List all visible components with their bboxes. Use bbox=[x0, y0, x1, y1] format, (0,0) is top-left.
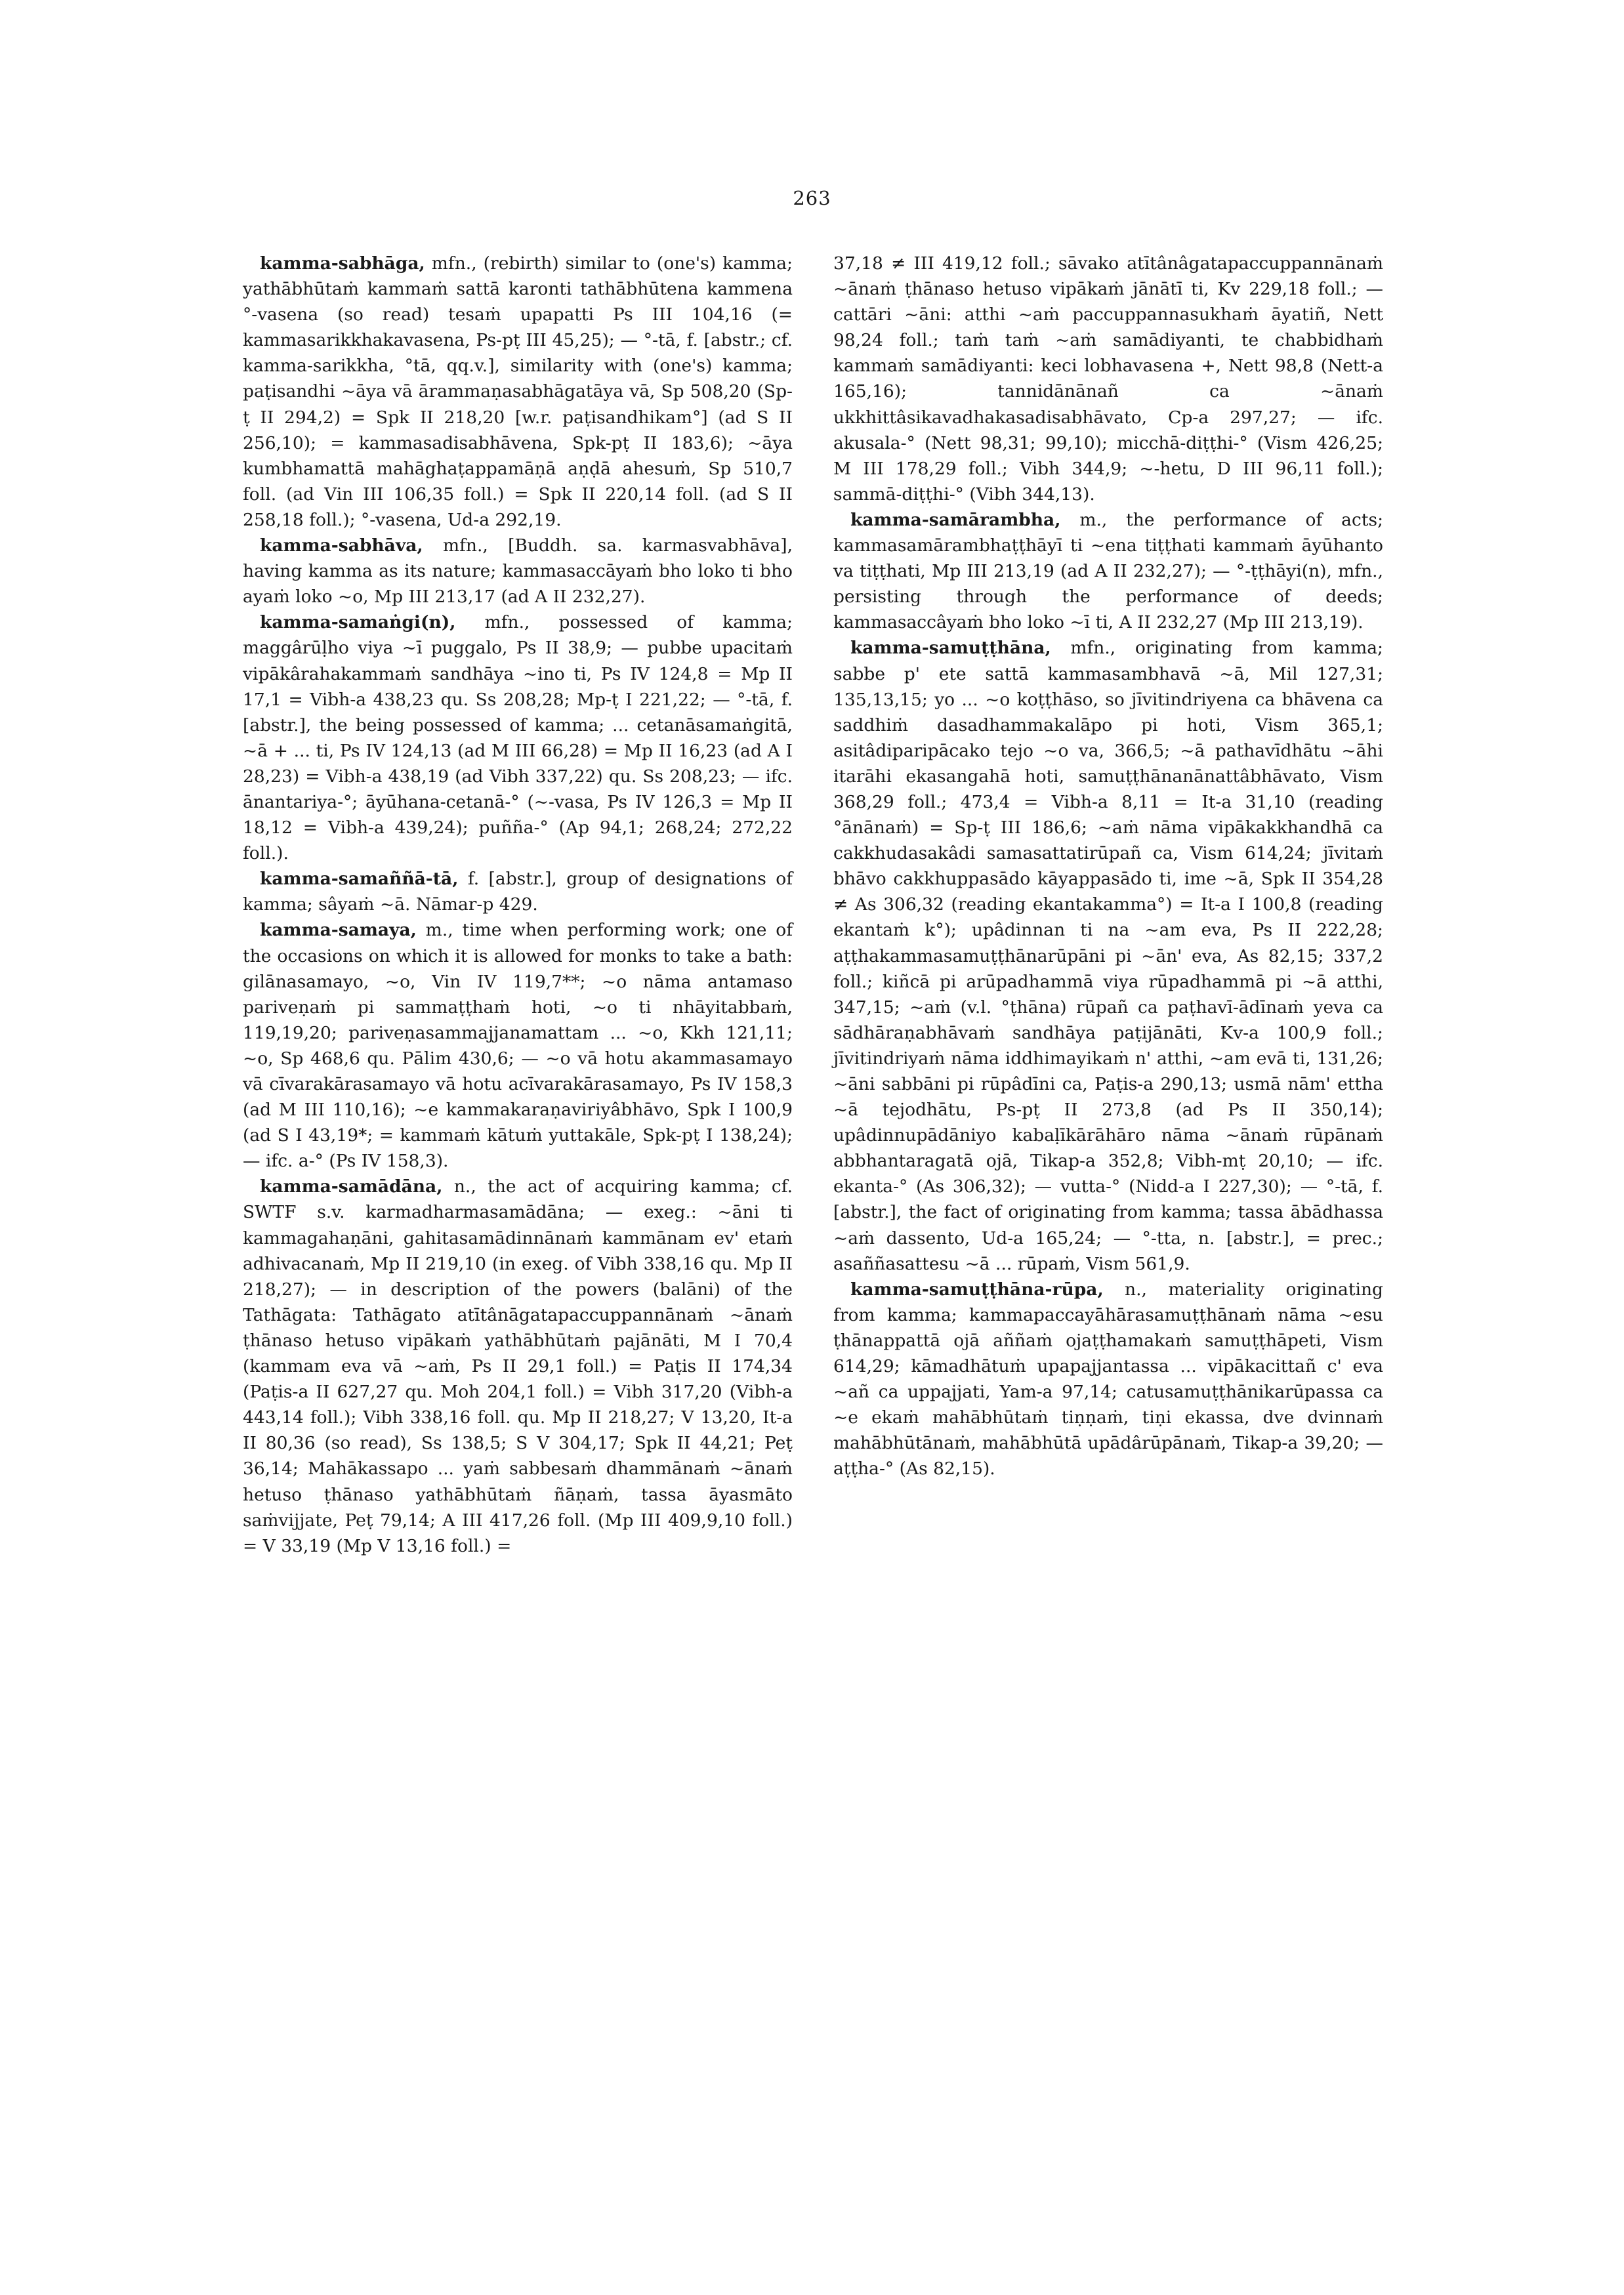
entry-body: m., time when performing work; one of the occasions on which it is allowed for monks to take a bath: gilānasamayo, ~o, Vin IV 119,7**; ~o nāma antamaso pariveṇaṁ pi sammaṭṭhaṁ hoti, ~o ti nhāyitabbaṁ, 119,19,20; pariveṇasammajjanamattam ... ~o, Kkh 121,11; ~o, Sp 468,6 qu. Pālim 430,6; — ~o vā hotu akammasamayo vā cīvarakārasamayo vā hotu acīvarakārasamayo, Ps IV 158,3 (ad M III 110,16); ~e kammakaraṇaviriyâbhāvo, Spk I 100,9 (ad S I 43,19*; = kammaṁ kātuṁ yuttakāle, Spk-pṭ I 138,24); — ifc. a-° (Ps IV 158,3). bbox=[243, 920, 793, 1172]
entry-kamma-samarambha bbox=[833, 507, 1383, 635]
entry-headword: kamma-samaññā-tā, bbox=[260, 869, 459, 890]
entry-kamma-samadana bbox=[243, 1174, 793, 1558]
entry-body: n., materiality originating from kamma; kammapaccayāhārasamuṭṭhānaṁ nāma ~esu ṭhānappattā ojā aññaṁ ojaṭṭhamakaṁ samuṭṭhāpeti, Vism 614,29; kāmadhātuṁ upapajjantassa ... vipākacittañ c' eva ~añ ca uppajjati, Yam-a 97,14; catusamuṭṭhānikarūpassa ca ~e ekaṁ mahābhūtaṁ tiṇṇaṁ, tiṇi ekassa, dve dvinnaṁ mahābhūtānaṁ, mahābhūtā upādârūpānaṁ, Tikap-a 39,20; — aṭṭha-° (As 82,15). bbox=[833, 1279, 1383, 1479]
entry-headword: kamma-sabhāga, bbox=[260, 253, 425, 274]
entry-body: mfn., [Buddh. sa. karmasvabhāva], having kamma as its nature; kammasaccāyaṁ bho loko ti bho ayaṁ loko ~o, Mp III 213,17 (ad A II 232,27). bbox=[243, 535, 793, 608]
entry-headword: kamma-sabhāva, bbox=[260, 535, 423, 556]
entry-kamma-samangin bbox=[243, 610, 793, 866]
entry-kamma-samutthana-rupa bbox=[833, 1277, 1383, 1482]
entry-kamma-samanna-ta bbox=[243, 866, 793, 917]
entry-kamma-samaya bbox=[243, 917, 793, 1174]
page-number: 263 bbox=[793, 187, 831, 209]
entry-kamma-sabhava bbox=[243, 533, 793, 610]
entry-body: m., the performance of acts; kammasamārambhaṭṭhāyī ti ~ena tiṭṭhati kammaṁ āyūhanto va tiṭṭhati, Mp III 213,19 (ad A II 232,27); — °-ṭṭhāyi(n), mfn., persisting through the performance of deeds; kammasaccâyaṁ bho loko ~ī ti, A II 232,27 (Mp III 213,19). bbox=[833, 509, 1383, 633]
entry-body: mfn., originating from kamma; sabbe p' ete sattā kammasambhavā ~ā, Mil 127,31; 135,13,15; yo ... ~o koṭṭhāso, so jīvitindriyena ca bhāvena ca saddhiṁ dasadhammakalāpo pi hoti, Vism 365,1; asitâdiparipācako tejo ~o va, 366,5; ~ā pathavīdhātu ~āhi itarāhi ekasangahā hoti, samuṭṭhānanānattâbhāvato, Vism 368,29 foll.; 473,4 = Vibh-a 8,11 = It-a 31,10 (reading °ānānaṁ) = Sp-ṭ III 186,6; ~aṁ nāma vipākakkhandhā ca cakkhudasakâdi samasattatirūpañ ca, Vism 614,24; jīvitaṁ bhāvo cakkhuppasādo kāyappasādo ti, ime ~ā, Spk II 354,28 ≠ As 306,32 (reading ekantakamma°) = It-a I 100,8 (reading ekantaṁ k°); upâdinnan ti na ~am eva, Ps II 222,28; aṭṭhakammasamuṭṭhānarūpāni pi ~ān' eva, As 82,15; 337,2 foll.; kiñcā pi arūpadhammā viya rūpadhammā pi ~ā atthi, 347,15; ~aṁ (v.l. °ṭhāna) rūpañ ca paṭhavī-ādīnaṁ yeva ca sādhāraṇabhāvaṁ sandhāya paṭijānāti, Kv-a 100,9 foll.; jīvitindriyaṁ nāma iddhimayikaṁ n' atthi, ~am evā ti, 131,26; ~āni sabbāni pi rūpâdīni ca, Paṭis-a 290,13; usmā nām' ettha ~ā tejodhātu, Ps-pṭ II 273,8 (ad Ps II 350,14); upâdinnupādāniyo kabaḷīkārāhāro nāma ~ānaṁ rūpānaṁ abbhantaragatā ojā, Tikap-a 352,8; Vibh-mṭ 20,10; — ifc. ekanta-° (As 306,32); — vutta-° (Nidd-a I 227,30); — °-tā, f. [abstr.], the fact of originating from kamma; tassa ābādhassa ~aṁ dassento, Ud-a 165,24; — °-tta, n. [abstr.], = prec.; asaññasattesu ~ā ... rūpaṁ, Vism 561,9. bbox=[833, 638, 1383, 1274]
left-column bbox=[243, 251, 793, 1559]
entry-headword: kamma-samuṭṭhāna-rūpa, bbox=[850, 1279, 1104, 1300]
entry-headword: kamma-samādāna, bbox=[260, 1176, 443, 1197]
entry-body: f. [abstr.], group of designations of kamma; sâyaṁ ~ā. Nāmar-p 429. bbox=[243, 869, 793, 915]
entry-kamma-samutthana bbox=[833, 635, 1383, 1276]
entry-body: mfn., possessed of kamma; maggârūḷho viya ~ī puggalo, Ps II 38,9; — pubbe upacitaṁ vipākârahakammaṁ sandhāya ~ino ti, Ps IV 124,8 = Mp II 17,1 = Vibh-a 438,23 qu. Ss 208,28; Mp-ṭ I 221,22; — °-tā, f. [abstr.], the being possessed of kamma; ... cetanāsamaṅgitā, ~ā + ... ti, Ps IV 124,13 (ad M III 66,28) = Mp II 16,23 (ad A I 28,23) = Vibh-a 438,19 (ad Vibh 337,22) qu. Ss 208,23; — ifc. ānantariya-°; āyūhana-cetanā-° (~-vasa, Ps IV 126,3 = Mp II 18,12 = Vibh-a 439,24); puñña-° (Ap 94,1; 268,24; 272,22 foll.). bbox=[243, 612, 793, 864]
entry-headword: kamma-samaya, bbox=[260, 920, 417, 941]
entry-continuation: 37,18 ≠ III 419,12 foll.; sāvako atītânâgatapaccuppannānaṁ ~ānaṁ ṭhānaso hetuso vipākaṁ jānātī ti, Kv 229,18 foll.; — cattāri ~āni: atthi ~aṁ paccuppannasukhaṁ āyatiñ, Nett 98,24 foll.; taṁ taṁ ~aṁ samādiyanti, te chabbidhaṁ kammaṁ samādiyanti: keci lobhavasena +, Nett 98,8 (Nett-a 165,16); tannidānānañ ca ~ānaṁ ukkhittâsikavadhakasadisabhāvato, Cp-a 297,27; — ifc. akusala-° (Nett 98,31; 99,10); micchā-diṭṭhi-° (Vism 426,25; M III 178,29 foll.; Vibh 344,9; ~-hetu, D III 96,11 foll.); sammā-diṭṭhi-° (Vibh 344,13). bbox=[833, 253, 1383, 505]
entry-headword: kamma-samārambha, bbox=[850, 509, 1061, 530]
entry-headword: kamma-samuṭṭhāna, bbox=[850, 638, 1051, 659]
right-column bbox=[833, 251, 1383, 1482]
entry-kamma-sabhaga bbox=[243, 251, 793, 533]
entry-headword: kamma-samaṅgi(n), bbox=[260, 612, 456, 633]
entry-body: mfn., (rebirth) similar to (one's) kamma; yathābhūtaṁ kammaṁ sattā karonti tathābhūtena kammena °-vasena (so read) tesaṁ upapatti Ps III 104,16 (= kammasarikkhakavasena, Ps-pṭ III 45,25); — °-tā, f. [abstr.; cf. kamma-sarikkha, °tā, qq.v.], similarity with (one's) kamma; paṭisandhi ~āya vā ārammaṇasabhāgatāya vā, Sp 508,20 (Sp-ṭ II 294,2) = Spk II 218,20 [w.r. paṭisandhikam°] (ad S II 256,10); = kammasadisabhāvena, Spk-pṭ II 183,6); ~āya kumbhamattā mahāghaṭappamāṇā aṇḍā ahesuṁ, Sp 510,7 foll. (ad Vin III 106,35 foll.) = Spk II 220,14 foll. (ad S II 258,18 foll.); °-vasena, Ud-a 292,19. bbox=[243, 253, 793, 530]
entry-body: n., the act of acquiring kamma; cf. SWTF s.v. karmadharmasamādāna; — exeg.: ~āni ti kammagahaṇāni, gahitasamādinnānaṁ kammānam ev' etaṁ adhivacanaṁ, Mp II 219,10 (in exeg. of Vibh 338,16 qu. Mp II 218,27); — in description of the powers (balāni) of the Tathāgata: Tathāgato atītânāgatapaccuppannānaṁ ~ānaṁ ṭhānaso hetuso vipākaṁ yathābhūtaṁ pajānāti, M I 70,4 (kammam eva vā ~aṁ, Ps II 29,1 foll.) = Paṭis II 174,34 (Paṭis-a II 627,27 qu. Moh 204,1 foll.) = Vibh 317,20 (Vibh-a 443,14 foll.); Vibh 338,16 foll. qu. Mp II 218,27; V 13,20, It-a II 80,36 (so read), Ss 138,5; S V 304,17; Spk II 44,21; Peṭ 36,14; Mahākassapo ... yaṁ sabbesaṁ dhammānaṁ ~ānaṁ hetuso ṭhānaso yathābhūtaṁ ñāṇaṁ, tassa āyasmāto saṁvijjate, Peṭ 79,14; A III 417,26 foll. (Mp III 409,9,10 foll.) = V 33,19 (Mp V 13,16 foll.) = bbox=[243, 1176, 793, 1556]
